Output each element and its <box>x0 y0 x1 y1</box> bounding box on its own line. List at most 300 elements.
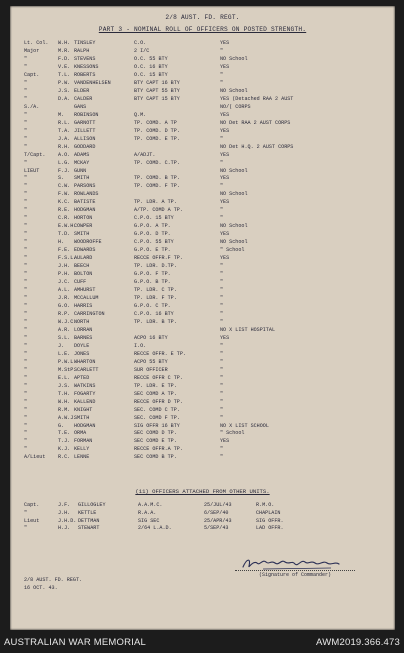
officer-remark: " <box>220 374 224 381</box>
officer-init: R.E. <box>58 207 71 214</box>
attached-date: 25/APR/43 <box>204 517 232 524</box>
part-title: PART 3 - NOMINAL ROLL OF OFFICERS ON POSTED STRENGTH. <box>98 26 307 33</box>
officer-appt: G.P.O. C TP. <box>134 302 171 309</box>
attached-role: SIG OFFR. <box>256 517 284 524</box>
officer-appt: SUR OFFICER <box>134 366 168 373</box>
attached-role: R.M.O. <box>256 502 275 508</box>
officer-name: AULARD <box>74 255 93 262</box>
officer-appt: C.P.O. 15 BTY <box>134 215 174 222</box>
officer-row <box>24 88 387 96</box>
officer-remark: YES <box>220 199 230 206</box>
attached-date: 5/SEP/43 <box>204 525 229 532</box>
officer-row <box>24 311 387 319</box>
officer-row <box>24 40 387 48</box>
footer-date: 16 OCT. 43. <box>24 584 58 591</box>
officer-row <box>24 295 387 303</box>
officer-remark: NO Det H.Q. 2 AUST CORPS <box>220 143 294 150</box>
officer-rank: " <box>24 302 28 309</box>
officer-remark: NO X LIST SCHOOL <box>220 422 269 429</box>
attached-officer-row <box>24 510 387 518</box>
officer-init: G. <box>58 422 65 429</box>
officer-init: D.A. <box>58 95 71 102</box>
officer-row <box>24 191 387 199</box>
officer-init: R.P. <box>58 310 71 317</box>
officer-appt <box>134 191 220 199</box>
officer-remark: " <box>220 287 224 294</box>
officer-remark: " <box>220 71 224 78</box>
attached-officer-row <box>24 502 387 510</box>
officer-init: K.C. <box>58 199 71 206</box>
officer-appt: BTY CAPT 15 BTY <box>134 95 180 102</box>
officer-remark: YES <box>220 231 230 238</box>
officer-row <box>24 175 387 183</box>
officer-remark: NO School <box>220 191 248 198</box>
officer-remark: " <box>220 47 224 54</box>
officer-init: W.H. <box>58 398 71 405</box>
officer-remark: YES (Detached RAA 2 AUST <box>220 95 294 102</box>
officer-rank: " <box>24 279 28 286</box>
officer-remark: " <box>220 271 224 278</box>
officer-remark: YES <box>220 40 230 46</box>
officer-init: F.W. <box>58 191 71 198</box>
officer-appt: TP. COMD. D TP. <box>134 127 180 134</box>
officer-appt: C.P.O. 16 BTY <box>134 310 174 317</box>
officer-name: AMHURST <box>74 287 96 294</box>
officer-row <box>24 454 387 462</box>
officer-init: S. <box>58 175 65 182</box>
officer-remark: " <box>220 406 224 413</box>
officer-rank: " <box>24 295 28 301</box>
attached-officers-list <box>24 502 387 533</box>
officer-init: W.J.C. <box>58 318 77 325</box>
officer-appt: RECCE OFFR C TP. <box>134 374 183 381</box>
officer-row <box>24 319 387 327</box>
officer-appt: TP. LDR. E TP. <box>134 382 177 389</box>
officer-rank: " <box>24 63 28 70</box>
officer-rank: T/Capt. <box>24 151 46 158</box>
officer-rank: " <box>24 119 28 126</box>
officer-name: ROBINSON <box>74 111 99 118</box>
officer-rank: " <box>24 199 28 206</box>
officer-name: CUFF <box>74 279 87 286</box>
officer-appt: TP. LDR. C TP. <box>134 287 177 294</box>
officer-row <box>24 375 387 383</box>
officer-rank: " <box>24 231 28 238</box>
officer-appt <box>134 104 220 112</box>
officer-name: BATISTE <box>74 199 96 206</box>
officer-rank: " <box>24 87 28 94</box>
officer-appt: A/ADJT. <box>134 151 156 158</box>
officer-row <box>24 239 387 247</box>
attached-officer-row <box>24 518 387 526</box>
officer-row <box>24 391 387 399</box>
officer-remark: " <box>220 215 224 222</box>
officer-row <box>24 247 387 255</box>
officer-remark: " <box>220 135 224 142</box>
officer-name: ALLISON <box>74 135 96 142</box>
officer-remark: YES <box>220 111 230 118</box>
officer-name: COWPER <box>74 223 93 230</box>
officer-appt: RECCE OFFR.F TP. <box>134 255 183 262</box>
officer-appt: ACPO 16 BTY <box>134 334 168 341</box>
attached-init: J.H. <box>58 509 71 516</box>
officer-name: KNESSONS <box>74 63 99 70</box>
officer-init: J.S. <box>58 382 71 389</box>
officer-row <box>24 287 387 295</box>
officer-rank: " <box>24 247 28 254</box>
officer-rank: " <box>24 326 28 333</box>
officer-name: LENNE <box>74 454 90 461</box>
officer-remark: " <box>220 398 224 405</box>
officer-row <box>24 136 387 144</box>
officer-row <box>24 335 387 343</box>
officer-name: DOYLE <box>74 342 90 349</box>
document-footer <box>24 577 82 593</box>
officer-name: BEECH <box>74 263 90 270</box>
officer-row <box>24 263 387 271</box>
officer-row <box>24 423 387 431</box>
officer-appt <box>134 327 220 335</box>
officer-init: J. <box>58 342 65 349</box>
officer-name: PARSONS <box>74 183 96 190</box>
officer-remark: YES <box>220 127 230 134</box>
officer-row <box>24 279 387 287</box>
officer-name: SMITH <box>74 175 90 182</box>
officer-remark: NO School <box>220 223 248 230</box>
attached-role: LAD OFFR. <box>256 525 284 532</box>
officer-row <box>24 207 387 215</box>
officer-rank: " <box>24 374 28 381</box>
officer-rank: " <box>24 430 28 437</box>
attached-officer-row <box>24 525 387 533</box>
officer-remark: " <box>220 207 224 214</box>
officer-appt: SEC COMD E TP. <box>134 438 177 445</box>
officer-rank: " <box>24 271 28 278</box>
officer-rank: " <box>24 350 28 357</box>
officer-name: FOGARTY <box>74 390 96 397</box>
officer-name: BARNES <box>74 334 93 341</box>
officer-name: ELDER <box>74 87 90 94</box>
officer-appt: BTY CAPT 16 BTY <box>134 79 180 86</box>
officer-name: KALLEND <box>74 398 96 405</box>
officer-rank: " <box>24 143 28 150</box>
officer-appt: SEC COMD B TP. <box>134 454 177 461</box>
officer-appt: RECCE OFFR. E TP. <box>134 350 186 357</box>
signature-caption: (Signature of Commander) <box>258 572 331 578</box>
attached-unit: R.A.A. <box>138 509 157 516</box>
officer-name: GARNOTT <box>74 119 96 126</box>
officer-name: APTED <box>74 374 90 381</box>
officer-remark: NO School <box>220 239 248 246</box>
officer-rank: " <box>24 310 28 317</box>
officer-name: JILLETT <box>74 127 96 134</box>
officer-remark: YES <box>220 255 230 262</box>
officer-appt: RECCE OFFR.A TP. <box>134 446 183 453</box>
officer-row <box>24 383 387 391</box>
officer-name: WATKINS <box>74 382 96 389</box>
officer-rank: " <box>24 207 28 214</box>
officer-init: P.W.L. <box>58 358 77 365</box>
officer-name: RALPH <box>74 47 90 54</box>
officer-appt: I.O. <box>134 342 147 349</box>
attached-unit: A.A.M.C. <box>138 502 163 508</box>
officer-row <box>24 407 387 415</box>
attached-init: J.F. <box>58 502 71 508</box>
officer-rank: " <box>24 438 28 445</box>
officer-row <box>24 120 387 128</box>
archive-accession-number: AWM2019.366.473 <box>316 636 400 648</box>
officer-name: ROBERTS <box>74 71 96 78</box>
officer-row <box>24 359 387 367</box>
officer-appt: O.C. 55 BTY <box>134 55 168 62</box>
officer-appt: TP. LDR. B TP. <box>134 318 177 325</box>
officer-appt: TP. COMD. E TP. <box>134 135 180 142</box>
officer-rank: " <box>24 255 28 262</box>
officer-init: G.O. <box>58 302 71 309</box>
officer-remark: " <box>220 279 224 286</box>
officer-remark: NO X LIST HOSPITAL <box>220 326 276 333</box>
officer-row <box>24 446 387 454</box>
officer-rank: " <box>24 223 28 230</box>
officer-row <box>24 152 387 160</box>
officer-name: SMITH <box>74 414 90 421</box>
officer-rank: A/Lieut <box>24 454 46 461</box>
officer-rank: Major <box>24 47 40 54</box>
officer-row <box>24 438 387 446</box>
officer-name: STEVENS <box>74 55 96 62</box>
officer-name: GUNN <box>74 167 87 174</box>
officer-row <box>24 255 387 263</box>
attached-name: GILLOGLEY <box>78 502 106 508</box>
officer-init: F.E. <box>58 247 71 254</box>
officer-appt: TP. COMD. B TP. <box>134 175 180 182</box>
archive-caption-bar <box>0 631 404 653</box>
officer-rank: " <box>24 111 28 118</box>
officer-name: WHARTON <box>74 358 96 365</box>
officer-remark: " <box>220 366 224 373</box>
officer-remark: YES <box>220 334 230 341</box>
officer-appt: TP. LDR. D.TP. <box>134 263 177 270</box>
officer-rank: " <box>24 342 28 349</box>
officer-name: EDWARDS <box>74 247 96 254</box>
officer-remark: YES <box>220 175 230 182</box>
officer-rank: " <box>24 135 28 142</box>
officer-appt: SEC. COMD F TP. <box>134 414 180 421</box>
officer-appt: G.P.O. B TP. <box>134 279 171 286</box>
officer-appt: RECCE OFFR D TP. <box>134 398 183 405</box>
officer-appt: C.P.O. 55 BTY <box>134 239 174 246</box>
officer-row <box>24 48 387 56</box>
officer-appt <box>134 168 220 176</box>
officer-row <box>24 80 387 88</box>
officer-rank: " <box>24 95 28 102</box>
officer-name: ADAMS <box>74 151 90 158</box>
officer-appt: G.P.O. A TP. <box>134 223 171 230</box>
officer-init: A.W.J. <box>58 414 77 421</box>
officer-name: LORRAN <box>74 326 93 333</box>
officer-init: J.H. <box>58 263 71 270</box>
officer-remark: YES <box>220 151 230 158</box>
officer-name: TINSLEY <box>74 40 96 46</box>
officer-init: E.W.H. <box>58 223 77 230</box>
officer-row <box>24 64 387 72</box>
officer-remark: " School <box>220 430 245 437</box>
officer-name: GANS <box>74 103 87 110</box>
officer-rank: " <box>24 263 28 270</box>
officer-init: M. <box>58 111 65 118</box>
officer-init: C.W. <box>58 183 71 190</box>
officer-name: BOLTON <box>74 271 93 278</box>
officer-init: W.H. <box>58 40 71 46</box>
attached-unit: 2/64 L.A.D. <box>138 525 172 532</box>
officer-rank: " <box>24 239 28 246</box>
archive-name: AUSTRALIAN WAR MEMORIAL <box>4 636 147 648</box>
officer-appt: 2 I/C <box>134 47 150 54</box>
officer-name: HARRIS <box>74 302 93 309</box>
officer-remark: " <box>220 302 224 309</box>
officer-row <box>24 351 387 359</box>
officer-init: J.R. <box>58 295 71 301</box>
officer-row <box>24 271 387 279</box>
officer-name: MCKAY <box>74 159 90 166</box>
officer-row <box>24 399 387 407</box>
attached-rank: " <box>24 509 28 516</box>
officer-init: L.E. <box>58 350 71 357</box>
officer-rank: " <box>24 406 28 413</box>
officer-appt <box>134 144 220 152</box>
officer-rank: " <box>24 215 28 222</box>
officer-remark: YES <box>220 438 230 445</box>
officer-remark: " <box>220 183 224 190</box>
officer-init: S.L. <box>58 334 71 341</box>
officer-remark: " <box>220 318 224 325</box>
attached-init: H.J. <box>58 525 71 532</box>
officer-appt: C.O. <box>134 40 147 46</box>
attached-name: KETTLE <box>78 509 97 516</box>
officer-rank: " <box>24 79 28 86</box>
officer-rank: " <box>24 446 28 453</box>
officer-name: ORMA <box>74 430 87 437</box>
officer-remark: " <box>220 159 224 166</box>
officer-init: J.C. <box>58 279 71 286</box>
officer-appt: TP. COMD. C.TP. <box>134 159 180 166</box>
officer-row <box>24 183 387 191</box>
unit-title: 2/8 AUST. FD. REGT. <box>165 14 240 21</box>
officer-name: ROWLANDS <box>74 191 99 198</box>
officer-init: R.H. <box>58 143 71 150</box>
officer-init: C.R. <box>58 215 71 222</box>
officer-init: P.W. <box>58 79 71 86</box>
officer-row <box>24 168 387 176</box>
officer-remark: NO School <box>220 167 248 174</box>
officer-remark: " <box>220 79 224 86</box>
officer-row <box>24 415 387 423</box>
officer-name: MCCALLUM <box>74 295 99 301</box>
officer-init: R.C. <box>58 454 71 461</box>
officer-init: H. <box>58 239 65 246</box>
officer-appt: SEC. COMD C TP. <box>134 406 180 413</box>
officer-remark: " <box>220 310 224 317</box>
officer-appt: BTY CAPT 55 BTY <box>134 87 180 94</box>
officer-remark: " <box>220 342 224 349</box>
officer-init: J.A. <box>58 135 71 142</box>
officer-init: M.R. <box>58 47 71 54</box>
officer-row <box>24 343 387 351</box>
officer-name: KNIGHT <box>74 406 93 413</box>
officer-rank: LIEUT <box>24 167 40 174</box>
officer-rank: " <box>24 422 28 429</box>
officer-rank: " <box>24 159 28 166</box>
officer-appt: Q.M. <box>134 111 147 118</box>
attached-rank: Lieut <box>24 517 40 524</box>
officer-name: VANDENHELSEN <box>74 79 111 86</box>
officer-name: JONES <box>74 350 90 357</box>
officer-init: M.StP. <box>58 366 77 373</box>
officer-appt: TP. LDR. A TP. <box>134 199 177 206</box>
officer-name: HORTON <box>74 215 93 222</box>
officer-remark: " <box>220 446 224 453</box>
officer-remark: NO School <box>220 87 248 94</box>
officer-appt: O.C. 15 BTY <box>134 71 168 78</box>
officer-rank: " <box>24 398 28 405</box>
officer-rank: " <box>24 183 28 190</box>
officer-row <box>24 160 387 168</box>
officer-rank: " <box>24 287 28 294</box>
officer-init: F.J. <box>58 167 71 174</box>
document-page <box>10 6 395 630</box>
officer-appt: G.P.O. F TP. <box>134 271 171 278</box>
officer-remark: " <box>220 414 224 421</box>
officer-row <box>24 303 387 311</box>
officer-name: CARRINGTON <box>74 310 105 317</box>
officer-remark: " <box>220 358 224 365</box>
officer-remark: " <box>220 454 224 461</box>
officer-roll <box>24 40 387 462</box>
officer-name: FORMAN <box>74 438 93 445</box>
officer-appt: SIG OFFR 16 BTY <box>134 422 180 429</box>
officer-init: K.J. <box>58 446 71 453</box>
officer-row <box>24 367 387 375</box>
officer-init: T.J. <box>58 438 71 445</box>
officer-init: A.L. <box>58 287 71 294</box>
officer-rank: Lt. Col. <box>24 40 49 46</box>
attached-rank: Capt. <box>24 502 40 508</box>
attached-rank: " <box>24 525 28 532</box>
officer-appt: A/TP. COMD A TP. <box>134 207 183 214</box>
officer-rank: " <box>24 382 28 389</box>
officer-remark: " <box>220 350 224 357</box>
officer-appt: ACPO 55 BTY <box>134 358 168 365</box>
officer-row <box>24 231 387 239</box>
officer-init: E.L. <box>58 374 71 381</box>
signature-block <box>235 554 355 578</box>
officer-row <box>24 56 387 64</box>
officer-row <box>24 96 387 104</box>
officer-init <box>58 104 74 112</box>
officer-row <box>24 430 387 438</box>
officer-rank: " <box>24 358 28 365</box>
officer-remark: " <box>220 382 224 389</box>
officer-name: WOODROFFE <box>74 239 102 246</box>
officer-init: R.L. <box>58 119 71 126</box>
officer-name: HODGMAN <box>74 422 96 429</box>
officer-row <box>24 199 387 207</box>
officer-init: T.A. <box>58 127 71 134</box>
officer-rank: " <box>24 318 28 325</box>
attached-role: CHAPLAIN <box>256 509 281 516</box>
officer-rank: " <box>24 127 28 134</box>
officer-rank: Capt. <box>24 71 40 78</box>
